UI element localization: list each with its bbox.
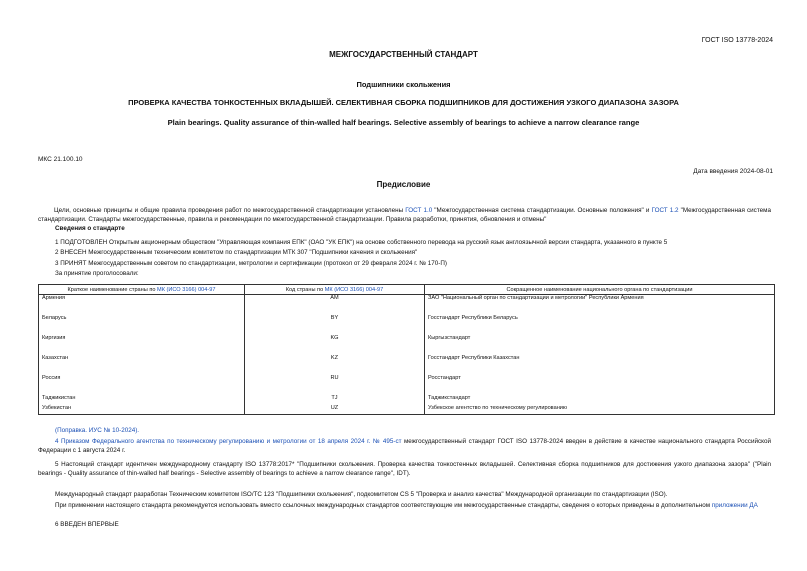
annex-da-link[interactable]: приложении ДА — [711, 502, 758, 509]
mk-link-2[interactable]: МК (ИСО 3166) 004-97 — [324, 286, 384, 293]
countries-table — [38, 284, 775, 415]
cell-code: UZ — [245, 405, 425, 415]
cell-country: Беларусь — [39, 315, 245, 335]
document-code: ГОСТ ISO 13778-2024 — [701, 37, 773, 44]
voted-label: За принятие проголосовали: — [55, 270, 139, 277]
mk-link-1[interactable]: МК (ИСО 3166) 004-97 — [157, 286, 216, 293]
p1-text-b: "Межгосударственная система стандартизации. Основные положения" и — [432, 207, 652, 214]
table-row — [39, 295, 775, 316]
gost-1-0-link[interactable]: ГОСТ 1.0 — [405, 207, 433, 214]
table-row — [39, 405, 775, 415]
cell-code: RU — [245, 375, 425, 395]
cell-code: KZ — [245, 355, 425, 375]
cell-body: Госстандарт Республики Беларусь — [425, 315, 775, 335]
table-row — [39, 395, 775, 405]
cell-country: Россия — [39, 375, 245, 395]
item-2: 2 ВНЕСЕН Межгосударственным техническим комитетом по стандартизации МТК 307 "Подшипники качения и скольжения" — [55, 249, 418, 256]
amendment-link[interactable]: (Поправка. ИУС № 10-2024). — [55, 427, 140, 434]
cell-body: Узбекское агентство по техническому регулированию — [425, 405, 775, 415]
introduction-date: Дата введения 2024-08-01 — [693, 168, 773, 175]
item-4-text: межгосударственный стандарт ГОСТ ISO 13778-2024 введен в действие в качестве национального стандарта Российской Федерации с 1 августа 2024 г. — [38, 438, 771, 454]
table-row — [39, 335, 775, 355]
header-body: Сокращенное наименование национального органа по стандартизации — [425, 285, 775, 295]
foreword-heading: Предисловие — [376, 180, 431, 189]
table-row — [39, 355, 775, 375]
cell-country: Киргизия — [39, 335, 245, 355]
item-4 — [38, 438, 771, 455]
p1-text-a: Цели, основные принципы и общие правила проведения работ по межгосударственной стандартизации установлены — [54, 207, 406, 214]
cell-code: KG — [245, 335, 425, 355]
p1-text-c: "Межгосударственная система стандартизации. Стандарты межгосударственные, правила и рекомендации по межгосударственной стандартизации. Правила разработки, принятия, обновления и отмены" — [38, 207, 771, 223]
cell-body: Росстандарт — [425, 375, 775, 395]
cell-country: Узбекистан — [39, 405, 245, 415]
cell-country: Армения — [39, 295, 245, 316]
title-russian: ПРОВЕРКА КАЧЕСТВА ТОНКОСТЕННЫХ ВКЛАДЫШЕЙ. СЕЛЕКТИВНАЯ СБОРКА ПОДШИПНИКОВ ДЛЯ ДОСТИЖЕНИЯ УЗКОГО ДИАПАЗОНА ЗАЗОРА — [128, 98, 679, 107]
application-text: При применении настоящего стандарта рекомендуется использовать вместо ссылочных международных стандартов соответствующие им межгосударственные стандарты, сведения о которых приведены в дополнительном — [55, 502, 712, 509]
cell-body: Таджикстандарт — [425, 395, 775, 405]
cell-code: AM — [245, 295, 425, 316]
application-note — [38, 502, 771, 511]
cell-body: Госстандарт Республики Казахстан — [425, 355, 775, 375]
foreword-paragraph-1 — [38, 207, 771, 224]
order-link[interactable]: 4 Приказом Федерального агентства по техническому регулированию и метрологии от 18 апреля 2024 г. № 495-ст — [55, 438, 402, 445]
item-3: 3 ПРИНЯТ Межгосударственным советом по стандартизации, метрологии и сертификации (протокол от 29 февраля 2024 г. № 170-П) — [55, 260, 448, 267]
item-5: 5 Настоящий стандарт идентичен международному стандарту ISO 13778:2017* "Подшипники скольжения. Проверка качества тонкостенных вкладышей. Селективная сборка подшипников для достижения узкого диапазона зазора" ("Plain bearings - Quality assurance of thin-walled half bearings - Selective assembly of bearings to achieve a narrow clearance range", IDT). — [38, 461, 771, 477]
gost-1-2-link[interactable]: ГОСТ 1.2 — [651, 207, 679, 214]
table-row — [39, 375, 775, 395]
cell-country: Казахстан — [39, 355, 245, 375]
header-country: Краткое наименование страны по МК (ИСО 3166) 004-97 — [39, 285, 245, 295]
table-header-row — [39, 285, 775, 295]
mks-code: МКС 21.100.10 — [38, 156, 83, 163]
cell-body: Кыргызстандарт — [425, 335, 775, 355]
header-code: Код страны по МК (ИСО 3166) 004-97 — [245, 285, 425, 295]
cell-code: TJ — [245, 395, 425, 405]
table-row — [39, 315, 775, 335]
cell-body: ЗАО "Национальный орган по стандартизации и метрологии" Республики Армения — [425, 295, 775, 316]
cell-code: BY — [245, 315, 425, 335]
amendment-note — [55, 427, 139, 436]
intl-developer: Международный стандарт разработан Техническим комитетом ISO/TC 123 "Подшипники скольжения", подкомитетом CS 5 "Проверка и анализ качества" Международной организации по стандартизации (ISO). — [55, 491, 668, 498]
subject-title: Подшипники скольжения — [356, 80, 451, 89]
info-heading: Сведения о стандарте — [55, 225, 125, 232]
standard-type: МЕЖГОСУДАРСТВЕННЫЙ СТАНДАРТ — [329, 50, 478, 59]
title-english: Plain bearings. Quality assurance of thin-walled half bearings. Selective assembly of bearings to achieve a narrow clearance range — [167, 118, 640, 127]
item-1: 1 ПОДГОТОВЛЕН Открытым акционерным обществом "Управляющая компания ЕПК" (ОАО "УК ЕПК") на основе собственного перевода на русский язык англоязычной версии стандарта, указанного в пункте 5 — [55, 239, 668, 246]
cell-country: Таджикистан — [39, 395, 245, 405]
item-6: 6 ВВЕДЕН ВПЕРВЫЕ — [55, 521, 119, 528]
